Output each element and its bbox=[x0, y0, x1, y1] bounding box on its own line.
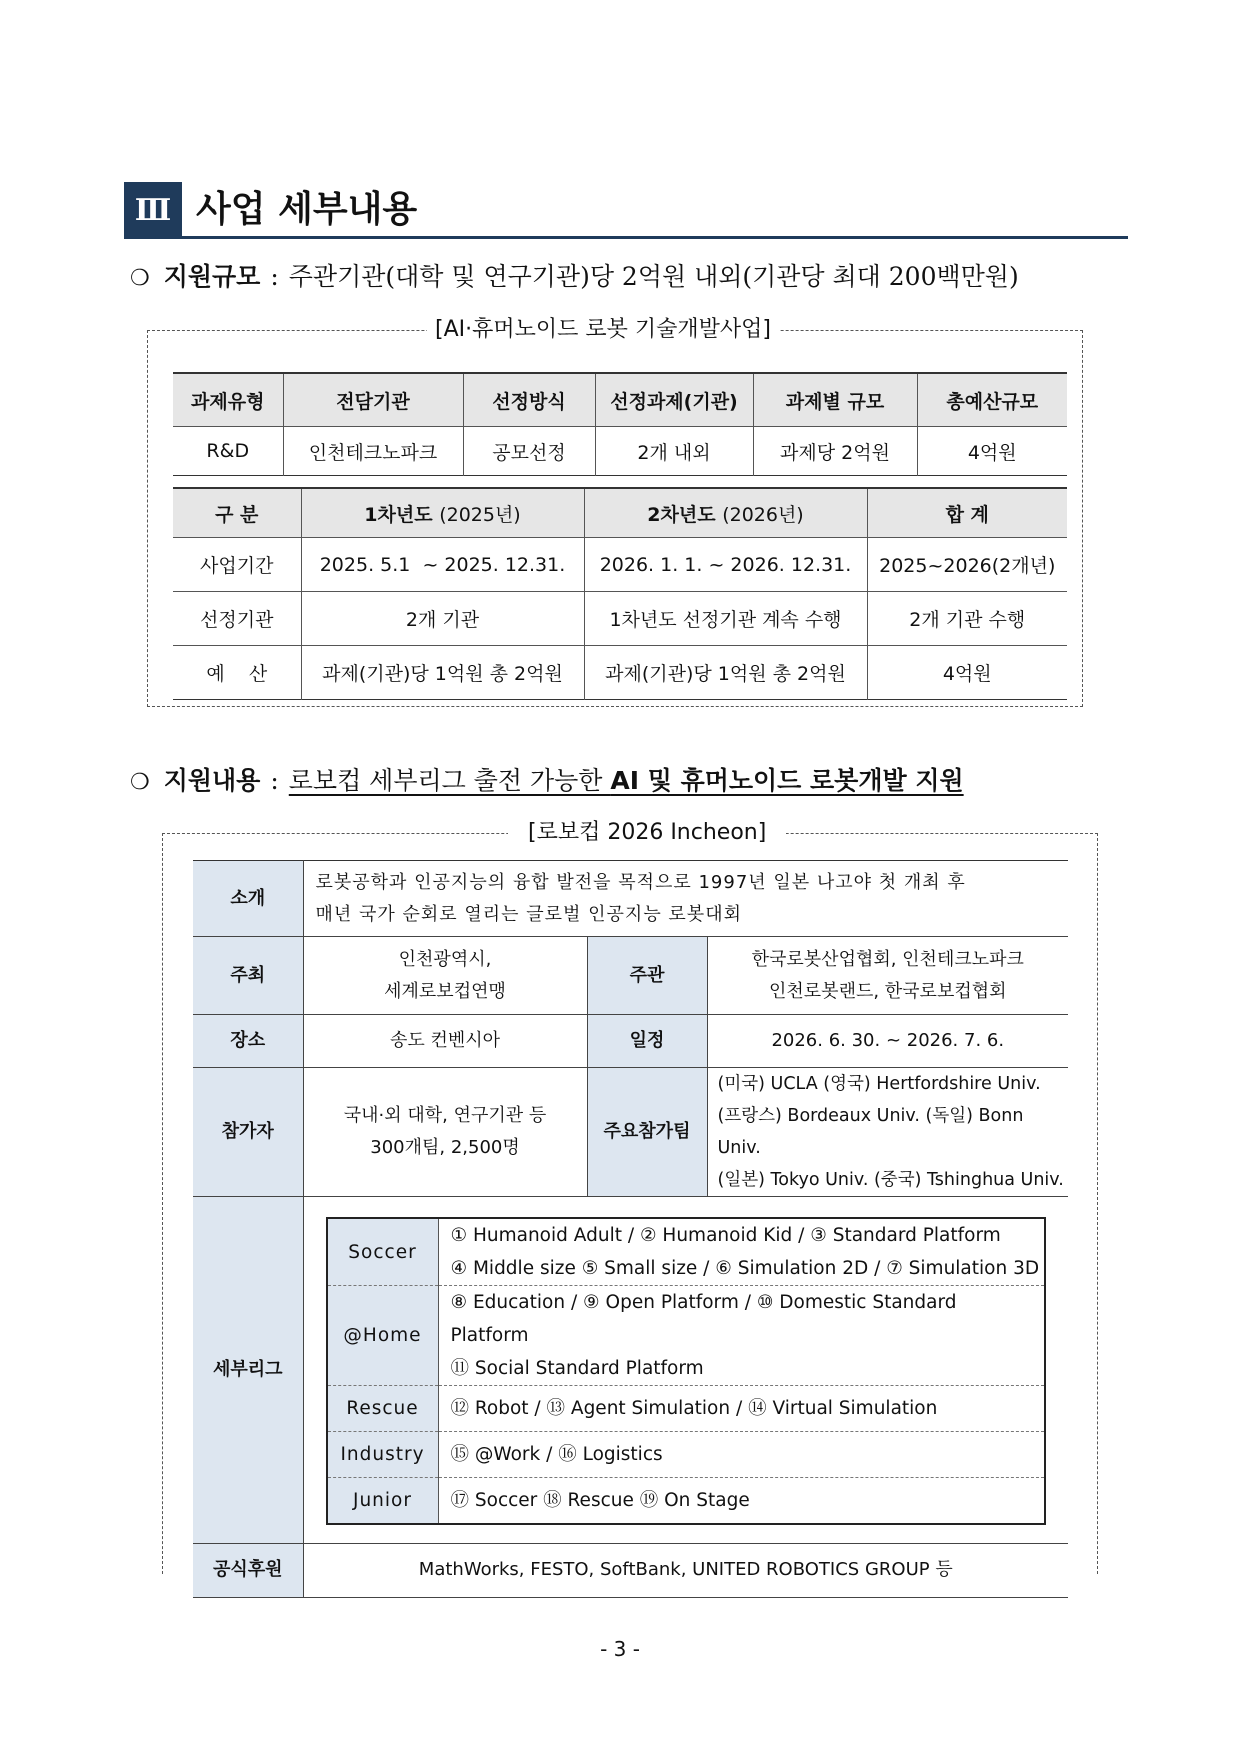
table-row-participants bbox=[193, 1068, 1068, 1197]
league-divisions: ⑮ @Work / ⑯ Logistics bbox=[438, 1432, 1045, 1478]
sponsors-label: 공식후원 bbox=[193, 1543, 303, 1597]
table-cell: 2026. 1. 1. ~ 2026. 12.31. bbox=[584, 538, 867, 592]
league-name: Industry bbox=[327, 1432, 439, 1478]
table-cell: 2개 내외 bbox=[595, 427, 753, 476]
league-row bbox=[327, 1286, 1045, 1386]
participants-label: 참가자 bbox=[193, 1068, 303, 1197]
support-scale-bullet bbox=[130, 260, 1019, 296]
participants-cell bbox=[303, 1068, 587, 1197]
table-cell: 인천테크노파크 bbox=[283, 427, 463, 476]
colon: : bbox=[270, 262, 279, 291]
table-cell: 2025~2026(2개년) bbox=[867, 538, 1067, 592]
year1-sub: (2025년) bbox=[439, 503, 521, 526]
table-row bbox=[173, 538, 1067, 592]
table-cell: 과제(기관)당 1억원 총 2억원 bbox=[301, 646, 584, 700]
year1-label: 1차년도 bbox=[364, 503, 433, 526]
participants-line: 300개팀, 2,500명 bbox=[370, 1137, 520, 1158]
league-divisions bbox=[438, 1286, 1045, 1386]
league-name: Rescue bbox=[327, 1386, 439, 1432]
section-divider bbox=[124, 236, 1128, 239]
robocup-title: [로보컵 2026 Incheon] bbox=[508, 818, 786, 848]
table-row-intro bbox=[193, 861, 1068, 937]
header-cell: 구 분 bbox=[173, 488, 301, 538]
table-row bbox=[173, 427, 1067, 476]
table-cell: 1차년도 선정기관 계속 수행 bbox=[584, 592, 867, 646]
host-line: 인천광역시, bbox=[398, 948, 492, 970]
major-teams-line: (미국) UCLA (영국) Hertfordshire Univ. bbox=[717, 1074, 1041, 1094]
year2-sub: (2026년) bbox=[722, 503, 804, 526]
league-divisions: ⑫ Robot / ⑬ Agent Simulation / ⑭ Virtual Simulation bbox=[438, 1386, 1045, 1432]
venue-cell: 송도 컨벤시아 bbox=[303, 1015, 587, 1068]
header-cell: 선정과제(기관) bbox=[595, 373, 753, 427]
page-number: - 3 - bbox=[600, 1637, 640, 1661]
section-number: Ⅲ bbox=[124, 182, 182, 238]
project-overview-table bbox=[173, 372, 1067, 476]
organizer-line: 한국로봇산업협회, 인천테크노파크 bbox=[751, 948, 1024, 970]
table-cell: 4억원 bbox=[967, 441, 1017, 464]
year2-label: 2차년도 bbox=[647, 503, 716, 526]
major-teams-label: 주요참가팀 bbox=[587, 1068, 707, 1197]
leagues-label: 세부리그 bbox=[193, 1197, 303, 1544]
table-row-venue bbox=[193, 1015, 1068, 1068]
league-line: ① Humanoid Adult / ② Humanoid Kid / ③ Standard Platform bbox=[450, 1225, 1001, 1246]
host-label: 주최 bbox=[193, 937, 303, 1015]
league-divisions: ⑰ Soccer ⑱ Rescue ⑲ On Stage bbox=[450, 1489, 750, 1511]
league-row bbox=[327, 1432, 1045, 1478]
table-row-leagues bbox=[193, 1197, 1068, 1544]
table-header-row bbox=[173, 488, 1067, 538]
league-row bbox=[327, 1386, 1045, 1432]
intro-line: 로봇공학과 인공지능의 융합 발전을 목적으로 1997년 일본 나고야 첫 개최 후 bbox=[315, 871, 966, 893]
organizer-label: 주관 bbox=[587, 937, 707, 1015]
intro-cell bbox=[303, 861, 1068, 937]
header-cell-year1 bbox=[301, 488, 584, 538]
leagues-cell bbox=[303, 1197, 1068, 1544]
support-content-text: 로보컵 세부리그 출전 가능한 bbox=[288, 766, 611, 795]
row-label: 예 산 bbox=[173, 646, 301, 700]
table-cell: 2개 기관 bbox=[301, 592, 584, 646]
table-cell: 4억원 bbox=[942, 663, 992, 685]
header-cell-year2 bbox=[584, 488, 867, 538]
league-row bbox=[327, 1478, 1045, 1524]
header-cell: 총예산규모 bbox=[917, 373, 1067, 427]
league-line: ⑪ Social Standard Platform bbox=[450, 1358, 704, 1379]
major-teams-line: (일본) Tokyo Univ. (중국) Tshinghua Univ. bbox=[717, 1170, 1064, 1190]
table-row-sponsors bbox=[193, 1543, 1068, 1597]
support-content-label: 지원내용 bbox=[163, 766, 261, 795]
circle-bullet-icon: ❍ bbox=[130, 770, 150, 795]
date-label: 일정 bbox=[587, 1015, 707, 1068]
league-line: ④ Middle size ⑤ Small size / ⑥ Simulation 2D / ⑦ Simulation 3D bbox=[450, 1258, 1040, 1279]
organizer-cell bbox=[707, 937, 1068, 1015]
circle-bullet-icon: ❍ bbox=[130, 266, 150, 291]
support-content-bullet bbox=[130, 764, 964, 800]
league-name: Soccer bbox=[327, 1218, 439, 1286]
participants-line: 국내·외 대학, 연구기관 등 bbox=[343, 1105, 547, 1126]
table-row bbox=[173, 592, 1067, 646]
league-row bbox=[327, 1218, 1045, 1286]
row-label: 사업기간 bbox=[173, 538, 301, 592]
yearly-plan-table bbox=[173, 487, 1067, 700]
date-cell: 2026. 6. 30. ~ 2026. 7. 6. bbox=[707, 1015, 1068, 1068]
sponsors-cell: MathWorks, FESTO, SoftBank, UNITED ROBOTICS GROUP 등 bbox=[303, 1543, 1068, 1597]
header-cell: 과제유형 bbox=[173, 373, 283, 427]
host-cell bbox=[303, 937, 587, 1015]
colon: : bbox=[270, 766, 279, 795]
header-cell: 전담기관 bbox=[283, 373, 463, 427]
league-name: Junior bbox=[327, 1478, 439, 1524]
venue-label: 장소 bbox=[193, 1015, 303, 1068]
ai-humanoid-project-title: [AI·휴머노이드 로봇 기술개발사업] bbox=[427, 315, 779, 345]
table-cell: 과제(기관)당 1억원 총 2억원 bbox=[584, 646, 867, 700]
table-row-host bbox=[193, 937, 1068, 1015]
league-line: ⑧ Education / ⑨ Open Platform / ⑩ Domestic Standard Platform bbox=[450, 1292, 957, 1346]
leagues-table bbox=[326, 1217, 1046, 1525]
table-cell: 2025. 5.1 ~ 2025. 12.31. bbox=[301, 538, 584, 592]
major-teams-cell bbox=[707, 1068, 1068, 1197]
header-cell: 합 계 bbox=[867, 488, 1067, 538]
support-scale-label: 지원규모 bbox=[163, 262, 261, 291]
table-cell: R&D bbox=[173, 427, 283, 476]
table-cell: 과제당 2억원 bbox=[753, 427, 917, 476]
table-header-row bbox=[173, 373, 1067, 427]
intro-line: 매년 국가 순회로 열리는 글로벌 인공지능 로봇대회 bbox=[315, 903, 742, 925]
support-scale-text: 주관기관(대학 및 연구기관)당 2억원 내외(기관당 최대 200백만원) bbox=[288, 262, 1019, 291]
header-cell: 선정방식 bbox=[463, 373, 595, 427]
support-content-emphasis: AI 및 휴머노이드 로봇개발 지원 bbox=[610, 766, 964, 795]
row-label: 선정기관 bbox=[173, 592, 301, 646]
intro-label: 소개 bbox=[193, 861, 303, 937]
table-row bbox=[173, 646, 1067, 700]
table-cell: 2개 기관 수행 bbox=[867, 592, 1067, 646]
league-divisions bbox=[438, 1218, 1045, 1286]
header-cell: 과제별 규모 bbox=[753, 373, 917, 427]
robocup-info-table bbox=[193, 860, 1068, 1598]
organizer-line: 인천로봇랜드, 한국로보컵협회 bbox=[769, 980, 1007, 1002]
host-line: 세계로보컵연맹 bbox=[384, 980, 506, 1002]
major-teams-line: (프랑스) Bordeaux Univ. (독일) Bonn Univ. bbox=[717, 1106, 1024, 1158]
league-name: @Home bbox=[327, 1286, 439, 1386]
table-cell: 공모선정 bbox=[463, 427, 595, 476]
section-title: 사업 세부내용 bbox=[196, 189, 418, 230]
